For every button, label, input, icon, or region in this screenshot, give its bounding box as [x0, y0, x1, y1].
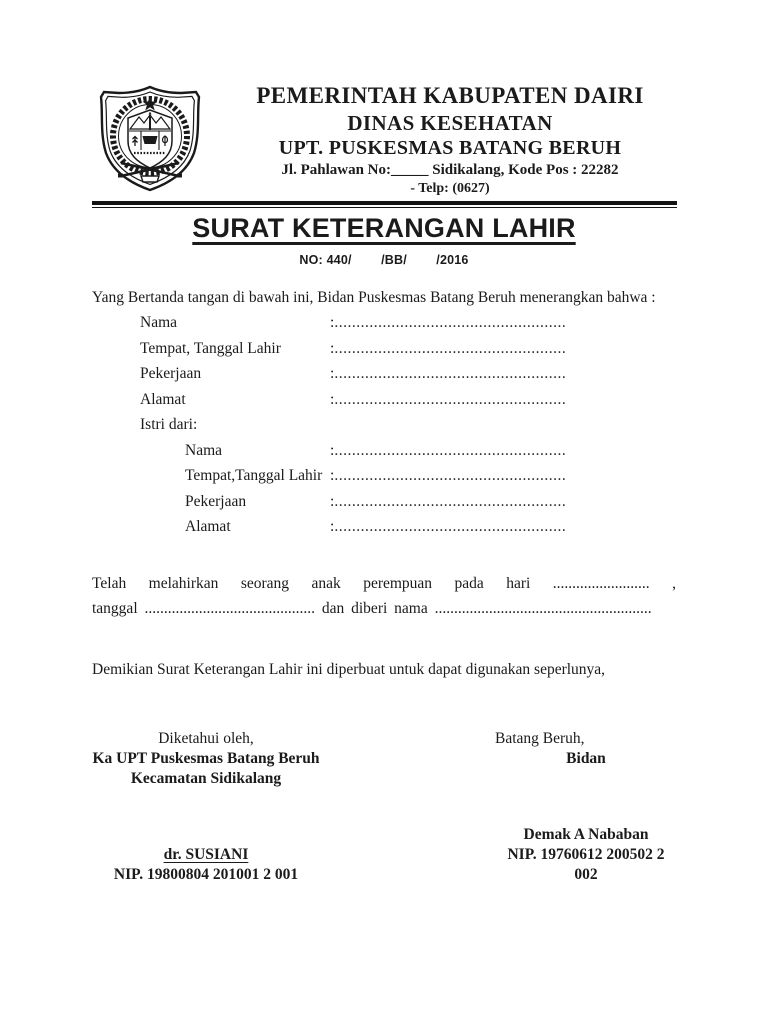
field-row-tempat-tanggal-lahir — [140, 340, 768, 366]
field-row-pekerjaan — [140, 365, 768, 391]
crest-icon — [94, 84, 206, 192]
field-label: Nama — [140, 314, 178, 331]
dotted-blank-line: ..................................................... — [334, 518, 567, 535]
field-row-spouse-pekerjaan — [185, 493, 768, 519]
known-by-label: Diketahui oleh, — [158, 729, 254, 747]
dotted-blank-line: ..................................................... — [334, 365, 567, 382]
right-signer-role: Bidan — [566, 749, 606, 767]
office-address: Jl. Pahlawan No:_____ Sidikalang, Kode Pos : 22282 — [281, 162, 619, 178]
statement-line-1: Telah melahirkan seorang anak perempuan pada hari ......................... , — [92, 574, 676, 592]
letterhead — [92, 82, 690, 198]
dotted-blank-line: ..................................................... — [334, 467, 567, 484]
field-label: Alamat — [140, 390, 186, 408]
dotted-blank-line: ..................................................... — [334, 339, 567, 357]
office-name: UPT. PUSKESMAS BATANG BERUH — [278, 137, 622, 159]
plant-right-icon — [163, 136, 168, 146]
dotted-blank-line: ..................................................... — [334, 314, 567, 331]
right-signer-nip: NIP. 19760612 200502 2 002 — [507, 845, 665, 883]
signature-left-column — [90, 729, 322, 885]
field-row-nama — [140, 314, 768, 340]
banner-ribbon-icon — [141, 176, 159, 182]
mother-fields — [0, 314, 768, 544]
field-label: Pekerjaan — [185, 492, 247, 510]
field-row-alamat — [140, 391, 768, 417]
letterhead-divider — [92, 201, 677, 208]
field-label: Pekerjaan — [140, 365, 202, 382]
birth-statement — [92, 571, 676, 622]
right-signer-name-block — [495, 825, 677, 885]
drum-icon — [143, 136, 158, 144]
intro-paragraph: Yang Bertanda tangan di bawah ini, Bidan Puskesmas Batang Beruh menerangkan bahwa : — [92, 289, 656, 306]
letterhead-text — [210, 82, 690, 198]
place-label: Batang Beruh, — [495, 729, 585, 747]
document-number: NO: 440/ /BB/ /2016 — [299, 253, 469, 267]
dotted-blank-line: ..................................................... — [334, 492, 567, 510]
field-separator: : — [330, 390, 335, 408]
field-separator: : — [330, 314, 335, 331]
right-signer-name: Demak A Nababan — [523, 825, 649, 843]
field-row-spouse-alamat — [185, 518, 768, 544]
dotted-blank-line: ..................................................... — [334, 390, 567, 408]
left-signer-name: dr. SUSIANI — [163, 845, 249, 863]
left-signer-title-2: Kecamatan Sidikalang — [130, 769, 282, 787]
field-separator: : — [330, 467, 335, 484]
department-name: DINAS KESEHATAN — [347, 111, 553, 135]
left-signer-nip: NIP. 19800804 201001 2 001 — [113, 865, 299, 883]
field-label: Tempat, Tanggal Lahir — [140, 339, 281, 357]
dairi-regency-crest-logo — [94, 84, 206, 192]
signature-right-column — [495, 729, 677, 885]
statement-line-2: tanggal ............................................ dan diberi nama ........................................................ — [92, 600, 652, 617]
field-row-spouse-tempat-tanggal-lahir — [185, 467, 768, 493]
field-separator: : — [330, 441, 335, 459]
government-name: PEMERINTAH KABUPATEN DAIRI — [256, 83, 644, 108]
field-separator: : — [330, 518, 335, 535]
field-separator: : — [330, 339, 335, 357]
signature-section — [90, 729, 677, 885]
field-label: Tempat,Tanggal Lahir — [185, 467, 323, 484]
closing-paragraph: Demikian Surat Keterangan Lahir ini diperbuat untuk dapat digunakan seperlunya, — [92, 660, 606, 678]
field-label: Alamat — [185, 518, 231, 535]
left-signer-name-block — [90, 845, 322, 885]
field-separator: : — [330, 365, 335, 382]
istri-dari-label: Istri dari: — [140, 416, 198, 433]
field-row-spouse-nama — [185, 442, 768, 468]
field-separator: : — [330, 492, 335, 510]
plant-left-icon — [133, 136, 138, 146]
document-title: SURAT KETERANGAN LAHIR — [192, 213, 576, 243]
office-phone: - Telp: (0627) — [410, 181, 490, 196]
dotted-blank-line: ..................................................... — [334, 441, 567, 459]
field-label: Nama — [185, 441, 223, 459]
left-signer-title-1: Ka UPT Puskesmas Batang Beruh — [92, 749, 320, 767]
